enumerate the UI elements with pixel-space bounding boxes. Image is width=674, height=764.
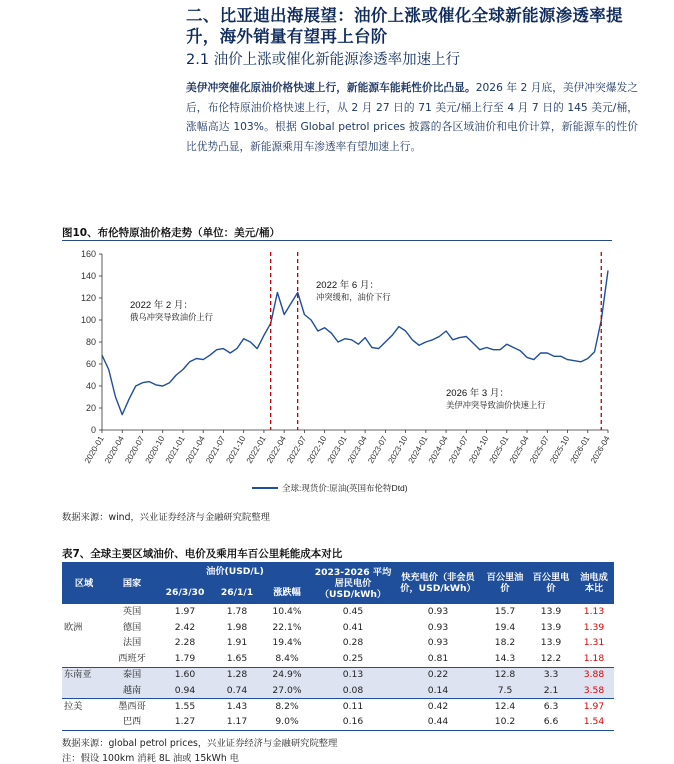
- fast-charge-cell: 0.93: [427, 621, 449, 633]
- oil-100km-cell: 14.3: [482, 651, 528, 667]
- figure-title-rule: [62, 240, 612, 241]
- country-cell: 巴西: [106, 715, 158, 731]
- header-date-2: 26/1/1: [212, 580, 262, 604]
- header-region: 区域: [62, 562, 106, 604]
- fast-charge-cell: 0.44: [394, 715, 482, 731]
- country-cell: 越南: [106, 683, 158, 699]
- country-cell: 德国: [122, 621, 142, 633]
- change-cell: 24.9%: [262, 667, 312, 683]
- x-tick-label: 2021-10: [224, 434, 248, 466]
- header-oil-elec-ratio: 油电成本比: [574, 562, 614, 604]
- header-country: 国家: [106, 562, 158, 604]
- table-row: [62, 715, 614, 731]
- change-cell: 22.1%: [272, 621, 302, 633]
- oil-price-0101-cell: 0.74: [212, 683, 262, 699]
- y-tick-label: 100: [80, 315, 96, 325]
- ratio-cell: 3.88: [574, 667, 614, 683]
- x-tick-label: 2023-10: [386, 434, 410, 466]
- oil-price-0330-cell: 1.55: [174, 700, 196, 712]
- x-tick-label: 2022-01: [244, 434, 268, 466]
- header-fast-charge: 快充电价（非会员价，USD/kWh）: [394, 562, 482, 604]
- oil-price-0330-cell: 1.27: [158, 715, 212, 731]
- ratio-cell: 1.39: [583, 621, 605, 633]
- y-tick-label: 160: [80, 249, 96, 259]
- x-tick-label: 2026-01: [568, 434, 592, 466]
- oil-100km-cell: 12.8: [482, 667, 528, 683]
- ratio-cell: 1.97: [583, 700, 605, 712]
- x-tick-label: 2022-07: [285, 434, 309, 466]
- oil-100km-cell: 10.2: [482, 715, 528, 731]
- x-tick-label: 2024-04: [426, 434, 450, 466]
- region-cell: [62, 651, 106, 667]
- oil-price-0101-cell: 1.78: [226, 605, 248, 617]
- x-tick-label: 2025-07: [528, 434, 552, 466]
- ratio-cell: 1.31: [583, 637, 605, 649]
- elec-100km-cell: 13.9: [540, 637, 562, 649]
- ratio-cell: 1.13: [583, 605, 605, 617]
- oil-price-0101-cell: 1.17: [212, 715, 262, 731]
- section-title: 二、比亚迪出海展望：油价上涨或催化全球新能源渗透率提升，海外销量有望再上台阶: [186, 6, 623, 46]
- x-tick-label: 2023-07: [366, 434, 390, 466]
- oil-price-0101-cell: 1.43: [226, 700, 248, 712]
- header-residential-electricity: 2023-2026 平均居民电价（USD/kWh）: [312, 562, 394, 604]
- table-row: [62, 636, 614, 652]
- table-row: [62, 651, 614, 667]
- x-tick-label: 2024-07: [447, 434, 471, 466]
- x-tick-label: 2025-01: [487, 434, 511, 466]
- x-tick-label: 2021-01: [163, 434, 187, 466]
- x-tick-label: 2020-10: [143, 434, 167, 466]
- table-note: 注：假设 100km 消耗 8L 油或 15kWh 电: [62, 753, 239, 764]
- x-tick-label: 2025-10: [548, 434, 572, 466]
- x-tick-label: 2023-01: [325, 434, 349, 466]
- section-subtitle: 2.1 油价上涨或催化新能源渗透率加速上行: [186, 52, 461, 68]
- oil-price-0330-cell: 0.94: [158, 683, 212, 699]
- fast-charge-cell: 0.81: [394, 651, 482, 667]
- header-change: 涨跌幅: [262, 580, 312, 604]
- residential-elec-cell: 0.45: [342, 605, 364, 617]
- residential-elec-cell: 0.28: [342, 637, 364, 649]
- region-cell: 拉美: [62, 699, 106, 715]
- chart-annotations: [130, 252, 601, 430]
- change-cell: 10.4%: [272, 605, 302, 617]
- change-cell: 27.0%: [262, 683, 312, 699]
- paragraph-body: 2026 年 2 月底，美伊冲突爆发之后，布伦特原油价格快速上行，从 2 月 27 日的 71 美元/桶上行至 4 月 7 日的 145 美元/桶，涨幅高达 103%。根据 Global petrol prices 披露的各区域油价和电价计算，新能源车的性价比优势凸显，新能源乘用车渗透率有望加速上行。: [186, 81, 638, 153]
- fast-charge-cell: 0.42: [427, 700, 449, 712]
- ratio-cell: 3.58: [574, 683, 614, 699]
- oil-100km-cell: 18.2: [494, 637, 516, 649]
- country-cell: 墨西哥: [118, 700, 146, 712]
- figure-title: 图10、布伦特原油价格走势（单位：美元/桶）: [62, 227, 280, 239]
- ratio-cell: 1.54: [574, 715, 614, 731]
- residential-elec-cell: 0.25: [312, 651, 394, 667]
- x-tick-label: 2020-07: [123, 434, 147, 466]
- residential-elec-cell: 0.13: [312, 667, 394, 683]
- table-title: 表7、全球主要区域油价、电价及乘用车百公里耗能成本对比: [62, 548, 343, 560]
- country-cell: 西班牙: [106, 651, 158, 667]
- residential-elec-cell: 0.41: [342, 621, 364, 633]
- y-tick-label: 40: [85, 381, 96, 391]
- region-cell: 欧洲: [62, 620, 106, 636]
- oil-price-0101-cell: 1.65: [212, 651, 262, 667]
- table-row: [62, 604, 614, 620]
- table-row: [62, 683, 614, 699]
- y-tick-label: 0: [90, 425, 96, 435]
- x-tick-label: 2021-07: [204, 434, 228, 466]
- y-tick-label: 60: [85, 359, 96, 369]
- change-cell: 8.2%: [275, 700, 299, 712]
- header-oil-price: 油价(USD/L): [158, 562, 312, 580]
- oil-price-0101-cell: 1.28: [212, 667, 262, 683]
- oil-price-0330-cell: 2.42: [174, 621, 196, 633]
- country-cell: 泰国: [106, 667, 158, 683]
- elec-100km-cell: 13.9: [540, 621, 562, 633]
- elec-100km-cell: 6.6: [528, 715, 574, 731]
- elec-100km-cell: 2.1: [528, 683, 574, 699]
- event-label-title: 2022 年 6 月：: [316, 280, 379, 291]
- region-cell: [62, 636, 106, 652]
- region-cell: [62, 683, 106, 699]
- oil-price-0101-cell: 1.98: [226, 621, 248, 633]
- y-tick-label: 80: [85, 337, 96, 347]
- x-tick-label: 2026-04: [588, 434, 612, 466]
- y-tick-label: 20: [85, 403, 96, 413]
- elec-100km-cell: 12.2: [528, 651, 574, 667]
- residential-elec-cell: 0.11: [342, 700, 364, 712]
- fast-charge-cell: 0.93: [427, 637, 449, 649]
- country-cell: 英国: [122, 605, 142, 617]
- change-cell: 19.4%: [272, 637, 302, 649]
- fast-charge-cell: 0.14: [394, 683, 482, 699]
- country-cell: 法国: [122, 637, 142, 649]
- x-tick-label: 2020-01: [82, 434, 106, 466]
- oil-price-0330-cell: 1.79: [158, 651, 212, 667]
- elec-100km-cell: 3.3: [528, 667, 574, 683]
- oil-100km-cell: 7.5: [482, 683, 528, 699]
- table-source: 数据来源：global petrol prices，兴业证券经济与金融研究院整理: [62, 738, 338, 749]
- x-tick-label: 2025-04: [507, 434, 531, 466]
- ratio-cell: 1.18: [574, 651, 614, 667]
- oil-100km-cell: 12.4: [494, 700, 516, 712]
- x-tick-label: 2024-01: [406, 434, 430, 466]
- event-label-title: 2022 年 2 月：: [130, 300, 193, 311]
- change-cell: 9.0%: [262, 715, 312, 731]
- header-elec-per-100km: 百公里电价: [528, 562, 574, 604]
- chart-legend: [252, 483, 408, 493]
- header-date-1: 26/3/30: [158, 580, 212, 604]
- x-tick-label: 2021-04: [184, 434, 207, 466]
- region-cell: 东南亚: [62, 667, 106, 683]
- x-tick-label: 2022-10: [305, 434, 329, 466]
- oil-price-0101-cell: 1.91: [226, 637, 248, 649]
- fast-charge-cell: 0.93: [427, 605, 449, 617]
- body-paragraph: [186, 78, 638, 156]
- table-row: [62, 620, 614, 636]
- figure-source: 数据来源：wind，兴业证券经济与金融研究院整理: [62, 512, 270, 523]
- region-cell: [62, 715, 106, 731]
- y-tick-label: 120: [80, 293, 96, 303]
- elec-100km-cell: 13.9: [540, 605, 562, 617]
- x-tick-label: 2020-04: [103, 434, 126, 466]
- x-tick-label: 2024-10: [467, 434, 491, 466]
- event-label-title: 2026 年 3 月：: [446, 388, 509, 399]
- legend-label: 全球:现货价:原油(英国布伦特Dtd): [282, 483, 408, 493]
- table-row: [62, 667, 614, 683]
- oil-price-chart: [62, 244, 614, 506]
- event-label-text: 俄乌冲突导致油价上行: [130, 312, 213, 322]
- fast-charge-cell: 0.22: [394, 667, 482, 683]
- change-cell: 8.4%: [262, 651, 312, 667]
- elec-100km-cell: 6.3: [543, 700, 559, 712]
- residential-elec-cell: 0.16: [312, 715, 394, 731]
- y-tick-label: 140: [80, 271, 96, 281]
- header-oil-per-100km: 百公里油价: [482, 562, 528, 604]
- event-label-text: 美伊冲突导致油价快速上行: [446, 400, 546, 410]
- event-label-text: 冲突缓和，油价下行: [316, 292, 391, 302]
- region-cell: [62, 604, 106, 620]
- oil-price-0330-cell: 2.28: [174, 637, 196, 649]
- paragraph-lead: 美伊冲突催化原油价格快速上行，新能源车能耗性价比凸显。: [186, 81, 476, 94]
- x-tick-label: 2023-04: [346, 434, 369, 466]
- oil-100km-cell: 15.7: [494, 605, 516, 617]
- residential-elec-cell: 0.08: [312, 683, 394, 699]
- x-tick-label: 2022-04: [265, 434, 288, 466]
- oil-price-0330-cell: 1.97: [174, 605, 196, 617]
- oil-100km-cell: 19.4: [494, 621, 516, 633]
- oil-price-0330-cell: 1.60: [158, 667, 212, 683]
- table-row: [62, 699, 614, 715]
- cost-comparison-table: [62, 562, 614, 731]
